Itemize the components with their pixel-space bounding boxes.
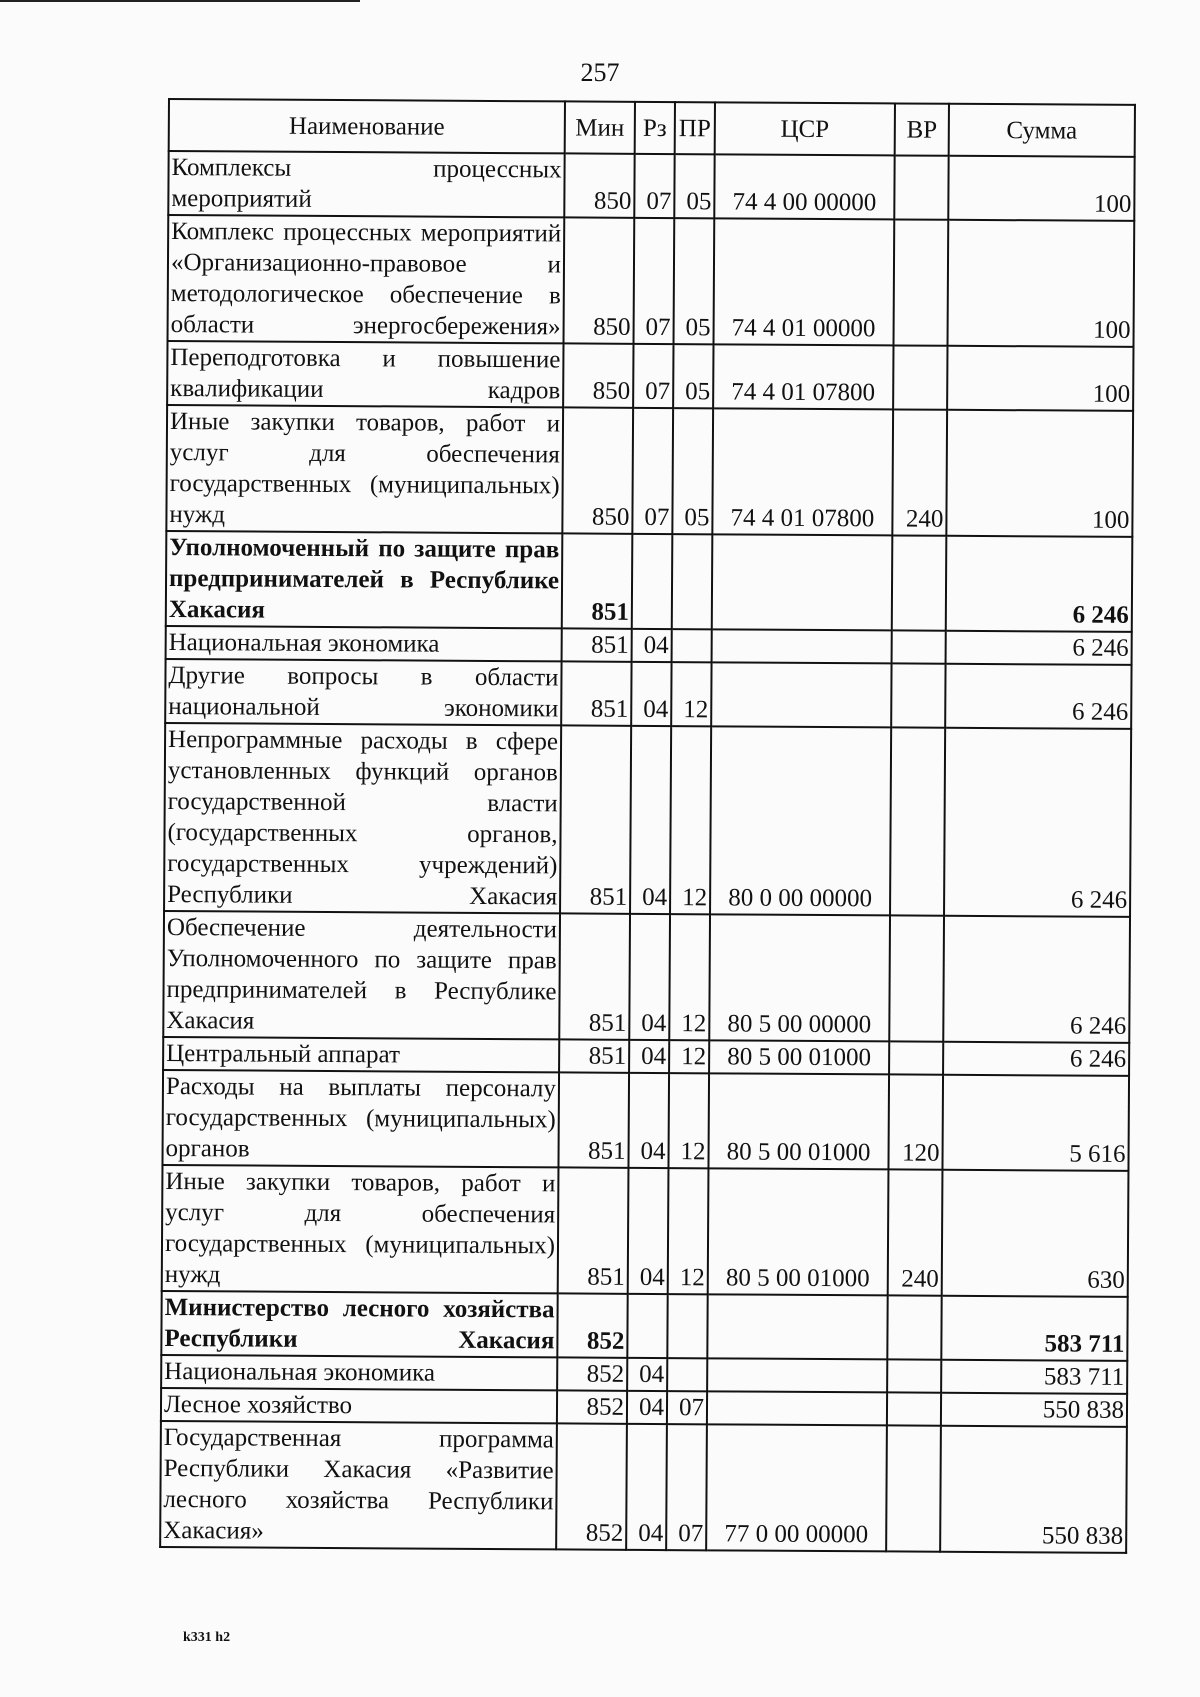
row-pr: 12 [668,1073,709,1168]
row-pr [672,534,713,629]
row-sum: 550 838 [941,1393,1127,1427]
row-csr: 74 4 00 00000 [714,154,894,219]
row-rz: 07 [634,218,675,344]
table-row [161,1291,1127,1361]
row-vr [887,1295,941,1359]
row-name: Центральный аппарат [163,1037,559,1072]
row-name: Государственная программа Республики Хакасия «Развитие лесного хозяйства Республики Хакасия» [160,1421,557,1549]
header-rz: Рз [635,102,675,154]
row-pr [667,1294,707,1358]
row-vr [894,219,949,345]
table-row [168,215,1135,347]
row-name: Министерство лесного хозяйства Республики Хакасия [161,1291,557,1357]
row-rz: 04 [630,726,671,914]
table-body [160,151,1135,1553]
row-rz: 04 [629,1040,669,1073]
header-row [169,99,1135,157]
row-rz: 04 [628,1073,669,1168]
row-vr [887,1359,941,1392]
row-name: Национальная экономика [166,626,562,661]
header-sum: Сумма [949,104,1135,157]
page-number: 257 [580,58,620,87]
row-name: Национальная экономика [161,1355,557,1390]
row-sum: 6 246 [944,728,1131,917]
row-name: Лесное хозяйство [161,1388,557,1423]
row-pr: 07 [667,1391,707,1424]
row-pr: 12 [670,726,711,914]
row-rz: 04 [627,1358,667,1391]
document-code: k331 h2 [183,1630,231,1645]
row-vr [893,345,947,409]
row-sum: 6 246 [946,536,1133,632]
row-vr [887,1392,941,1425]
budget-table [159,98,1136,1554]
row-min: 851 [558,1072,629,1167]
row-pr: 05 [673,344,713,408]
row-vr: 240 [888,1169,943,1295]
row-name: Комплекс процессных мероприятий «Организационно-правовое и методологическое обеспечение в области энергосбережения» [168,215,565,343]
row-csr: 80 5 00 01000 [708,1073,889,1169]
row-csr [712,534,893,630]
table-row [162,1070,1129,1171]
row-csr [712,629,892,663]
row-name: Комплексы процессных мероприятий [168,151,564,217]
row-pr [667,1358,707,1391]
table-row [166,531,1133,632]
table-row [164,723,1131,917]
row-rz: 07 [633,344,673,408]
header-vr: ВР [895,103,949,155]
row-csr: 74 4 01 07800 [713,344,893,409]
row-rz: 04 [626,1424,667,1550]
row-vr [894,155,948,219]
row-csr: 80 5 00 01000 [708,1168,889,1295]
row-csr: 77 0 00 00000 [706,1424,887,1551]
row-vr [892,630,946,663]
row-pr: 05 [674,154,714,218]
row-min: 852 [556,1423,627,1549]
row-sum: 583 711 [941,1360,1127,1394]
table-row [168,151,1134,221]
row-rz: 04 [629,914,670,1040]
row-rz: 07 [632,408,673,534]
row-name: Расходы на выплаты персоналу государственных (муниципальных) органов [162,1070,559,1167]
header-csr: ЦСР [715,102,895,155]
header-name: Наименование [169,99,565,153]
scan-edge-line [0,0,360,2]
row-vr: 240 [892,409,947,535]
row-min: 851 [562,628,632,661]
header-min: Мин [565,101,635,153]
row-sum: 100 [948,156,1134,221]
row-csr [707,1391,887,1425]
row-csr: 80 5 00 00000 [709,914,890,1041]
row-min: 851 [559,1039,629,1072]
row-min: 850 [562,407,633,533]
row-sum: 6 246 [943,1042,1129,1076]
row-name: Непрограммные расходы в сфере установленных функций органов государственной власти (государственных органов, государственных учреждений) Республики Хакасия [164,723,561,913]
row-pr: 12 [669,914,710,1040]
row-rz: 04 [631,662,671,726]
table-row [166,405,1133,537]
row-csr [707,1358,887,1392]
row-min: 851 [559,913,630,1039]
row-min: 851 [561,661,631,725]
row-name: Переподготовка и повышение квалификации кадров [167,341,563,407]
row-min: 850 [563,343,633,407]
row-csr: 74 4 01 00000 [714,218,895,345]
row-sum: 5 616 [942,1075,1129,1171]
row-vr [889,915,944,1041]
row-vr [891,663,945,727]
row-sum: 100 [947,346,1133,411]
row-csr: 80 5 00 01000 [709,1040,889,1074]
row-min: 850 [564,153,634,217]
row-rz: 04 [627,1391,667,1424]
row-sum: 6 246 [945,664,1131,729]
table-row [165,659,1131,729]
row-name: Другие вопросы в области национальной экономики [165,659,561,725]
row-pr: 12 [668,1168,709,1294]
row-name: Уполномоченный по защите прав предпринимателей в Республике Хакасия [166,531,563,628]
row-csr: 80 0 00 00000 [710,726,891,915]
row-sum: 583 711 [941,1296,1127,1361]
row-min: 851 [560,725,631,913]
row-csr: 74 4 01 07800 [712,408,893,535]
row-csr [711,662,891,727]
table-row [167,341,1133,411]
row-min: 851 [558,1167,629,1293]
row-name: Обеспечение деятельности Уполномоченного по защите прав предпринимателей в Республике Хакасия [163,911,560,1039]
row-vr [892,535,947,630]
row-csr [707,1294,887,1359]
row-pr: 12 [671,662,711,726]
row-rz: 04 [632,629,672,662]
row-rz [627,1294,667,1358]
header-pr: ПР [675,102,715,154]
row-pr: 05 [674,218,715,344]
row-vr [886,1425,941,1551]
row-min: 851 [562,533,633,628]
row-sum: 6 246 [946,631,1132,665]
row-pr: 12 [669,1040,709,1073]
table-header [169,99,1135,157]
row-min: 852 [557,1357,627,1390]
row-name: Иные закупки товаров, работ и услуг для обеспечения государственных (муниципальных) нужд [166,405,563,533]
row-min: 852 [557,1293,627,1357]
row-sum: 6 246 [943,916,1130,1043]
row-min: 850 [564,217,635,343]
row-sum: 100 [948,220,1135,347]
row-vr [889,1041,943,1074]
table-row [163,911,1130,1043]
row-min: 852 [557,1390,627,1423]
row-vr [890,727,945,915]
row-rz: 04 [628,1168,669,1294]
row-pr: 05 [672,408,713,534]
row-pr [672,629,712,662]
row-pr: 07 [666,1424,707,1550]
table-row [160,1421,1127,1553]
row-rz [632,534,673,629]
row-sum: 630 [942,1170,1129,1297]
row-sum: 550 838 [940,1426,1127,1553]
row-sum: 100 [946,410,1133,537]
table-row [162,1165,1129,1297]
row-rz: 07 [634,154,674,218]
row-name: Иные закупки товаров, работ и услуг для обеспечения государственных (муниципальных) нужд [162,1165,559,1293]
row-vr: 120 [888,1074,943,1169]
